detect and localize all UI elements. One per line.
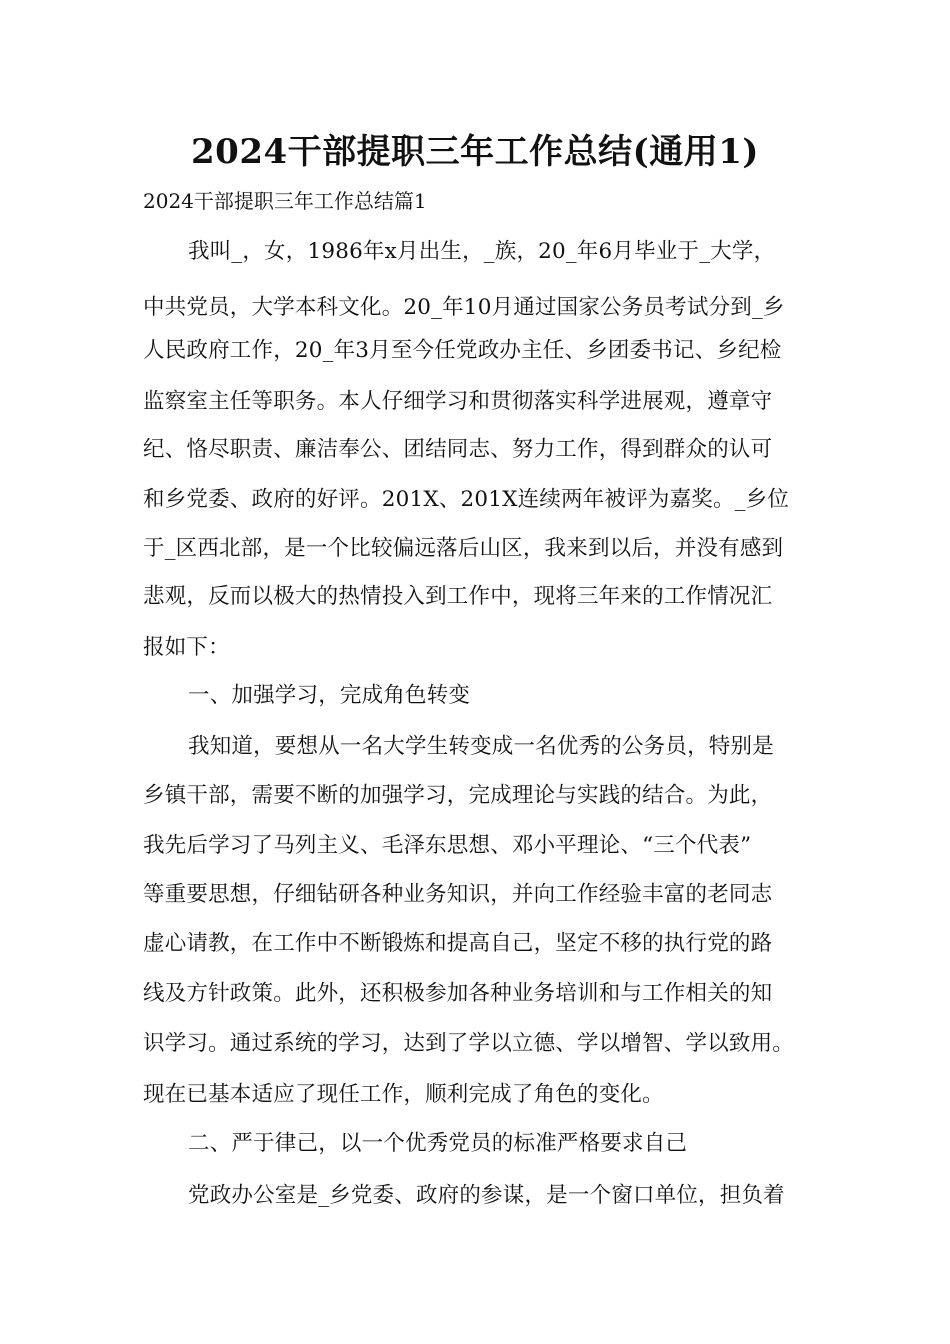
body-line: 乡镇干部，需要不断的加强学习，完成理论与实践的结合。为此， — [143, 783, 773, 808]
section-heading: 一、加强学习，完成角色转变 — [188, 683, 471, 708]
body-line: 等重要思想，仔细钻研各种业务知识，并向工作经验丰富的老同志 — [143, 882, 773, 907]
body-line: 悲观，反而以极大的热情投入到工作中，现将三年来的工作情况汇 — [143, 584, 773, 609]
body-line: 我先后学习了马列主义、毛泽东思想、邓小平理论、“三个代表” — [143, 833, 752, 858]
body-line: 现在已基本适应了现任工作，顺利完成了角色的变化。 — [143, 1082, 664, 1107]
body-line: 虚心请教，在工作中不断锻炼和提高自己，坚定不移的执行党的路 — [143, 931, 773, 956]
body-line: 识学习。通过系统的学习，达到了学以立德、学以增智、学以致用。 — [143, 1031, 795, 1056]
body-line: 党政办公室是_乡党委、政府的参谋，是一个窗口单位，担负着 — [188, 1183, 785, 1208]
body-line: 我知道，要想从一名大学生转变成一名优秀的公务员，特别是 — [188, 734, 774, 759]
body-line: 纪、恪尽职责、廉洁奉公、团结同志、努力工作，得到群众的认可 — [143, 437, 773, 462]
section-heading: 二、严于律己，以一个优秀党员的标准严格要求自己 — [188, 1131, 688, 1156]
document-subtitle: 2024干部提职三年工作总结篇1 — [143, 189, 427, 213]
body-line: 中共党员，大学本科文化。20_年10月通过国家公务员考试分到_乡 — [143, 295, 785, 320]
body-line: 和乡党委、政府的好评。201X、201X连续两年被评为嘉奖。_乡位 — [143, 487, 790, 512]
body-line: 线及方针政策。此外，还积极参加各种业务培训和与工作相关的知 — [143, 981, 773, 1006]
body-line: 报如下： — [143, 635, 230, 660]
body-line: 人民政府工作，20_年3月至今任党政办主任、乡团委书记、乡纪检 — [143, 338, 782, 363]
body-line: 我叫_，女，1986年x月出生，_族，20_年6月毕业于_大学， — [188, 239, 776, 264]
document-title: 2024干部提职三年工作总结(通用1) — [191, 132, 759, 172]
body-line: 于_区西北部，是一个比较偏远落后山区，我来到以后，并没有感到 — [143, 536, 784, 561]
body-line: 监察室主任等职务。本人仔细学习和贯彻落实科学进展观，遵章守 — [143, 389, 773, 414]
